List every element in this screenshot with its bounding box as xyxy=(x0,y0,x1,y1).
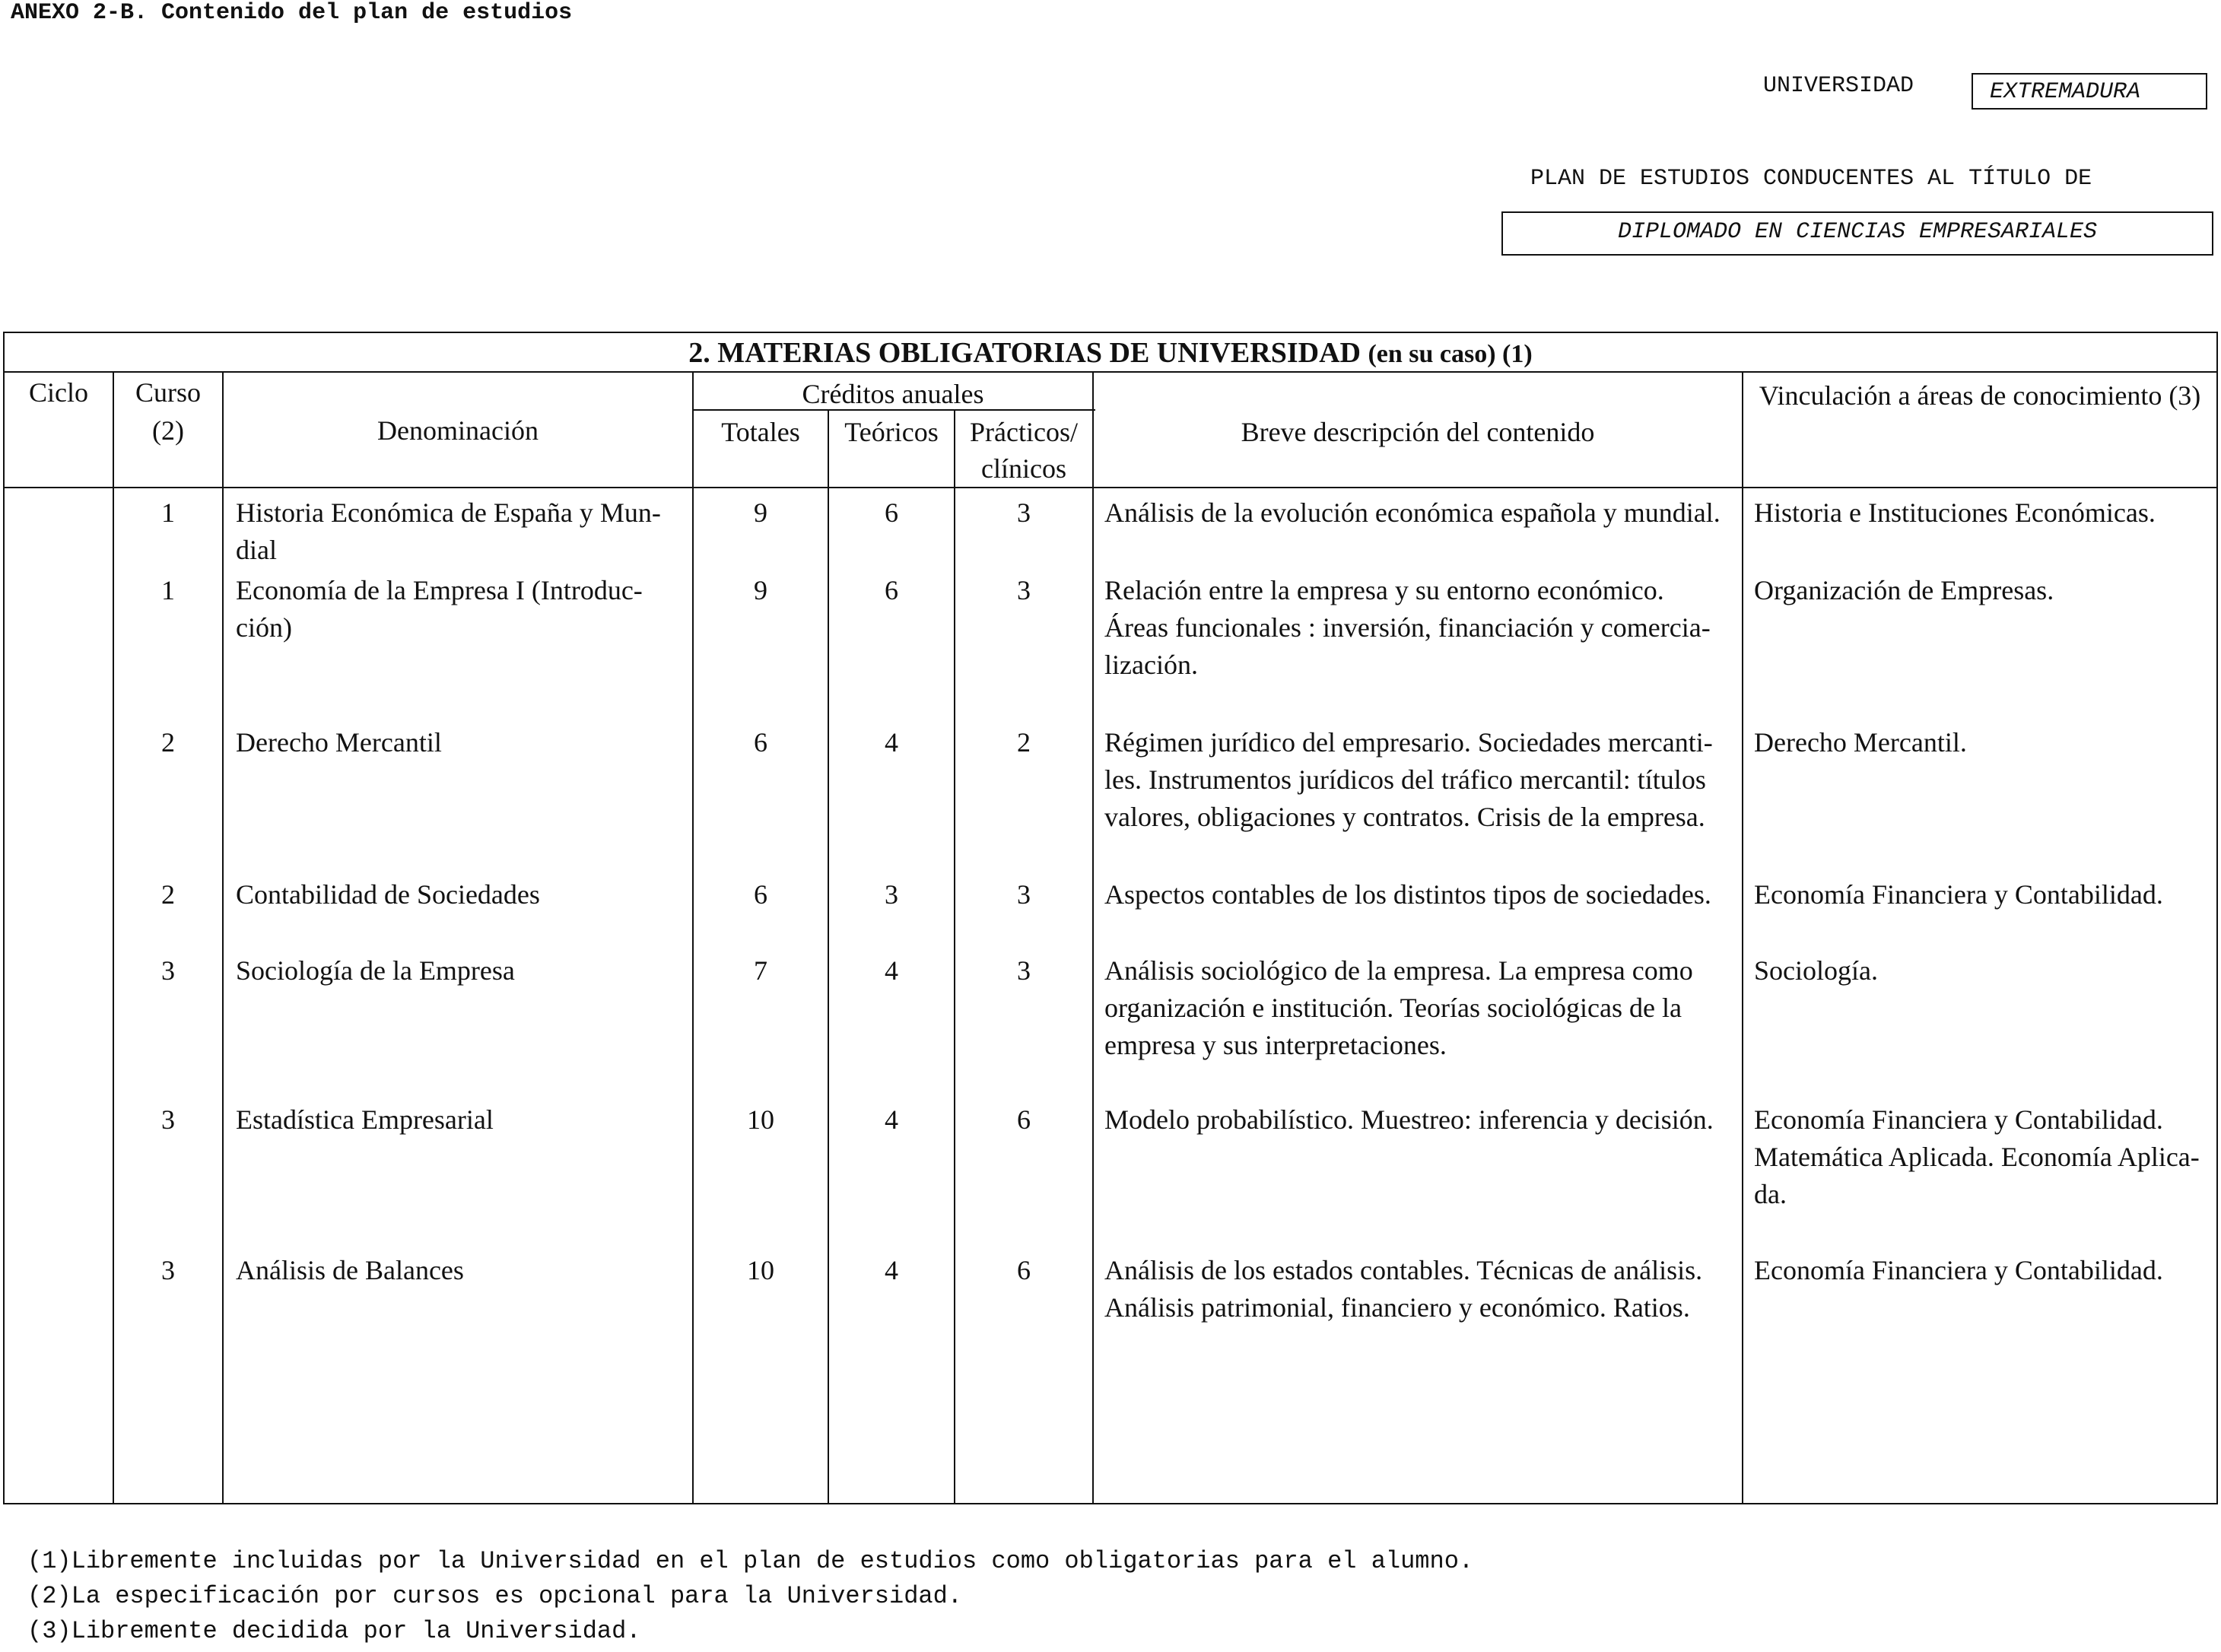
footnote-2: (2)La especificación por cursos es opcional para la Universidad. xyxy=(27,1582,962,1610)
cell-curso: 2 xyxy=(161,879,175,910)
cell-teoricos: 3 xyxy=(885,879,898,910)
cell-vinculacion: Sociología. xyxy=(1754,955,1878,986)
cell-totales: 10 xyxy=(747,1104,774,1135)
subjects-table xyxy=(3,332,2218,1504)
cell-vinculacion: Economía Financiera y Contabilidad. xyxy=(1754,1104,2163,1135)
column-divider xyxy=(1092,371,1094,1503)
cell-vinculacion: Economía Financiera y Contabilidad. xyxy=(1754,879,2163,910)
cell-descripcion: empresa y sus interpretaciones. xyxy=(1104,1030,1447,1060)
cell-denominacion: Contabilidad de Sociedades xyxy=(236,879,540,910)
cell-curso: 3 xyxy=(161,955,175,986)
cell-totales: 7 xyxy=(754,955,767,986)
cell-practicos: 6 xyxy=(1017,1104,1031,1135)
cell-curso: 1 xyxy=(161,497,175,528)
cell-vinculacion: Derecho Mercantil. xyxy=(1754,727,1967,758)
cell-totales: 9 xyxy=(754,497,767,528)
footnote-1: (1)Libremente incluidas por la Universidad en el plan de estudios como obligatorias para el alumno. xyxy=(27,1547,1474,1575)
cell-denominacion: Análisis de Balances xyxy=(236,1255,464,1285)
annex-title: ANEXO 2-B. Contenido del plan de estudios xyxy=(11,0,573,26)
cell-totales: 10 xyxy=(747,1255,774,1285)
cell-curso: 3 xyxy=(161,1104,175,1135)
cell-curso: 1 xyxy=(161,575,175,605)
cell-curso: 2 xyxy=(161,727,175,758)
cell-descripcion: Análisis de los estados contables. Técnicas de análisis. xyxy=(1104,1255,1703,1285)
cell-vinculacion: Historia e Instituciones Económicas. xyxy=(1754,497,2156,528)
cell-denominacion: Derecho Mercantil xyxy=(236,727,442,758)
header-ciclo: Ciclo xyxy=(29,377,88,408)
cell-practicos: 6 xyxy=(1017,1255,1031,1285)
header-curso: Curso xyxy=(135,377,201,408)
cell-descripcion: Áreas funcionales : inversión, financiación y comercia- xyxy=(1104,612,1711,643)
header-practicos: Prácticos/ xyxy=(970,417,1078,447)
cell-vinculacion: Matemática Aplicada. Economía Aplica- xyxy=(1754,1142,2200,1172)
cell-descripcion: Análisis sociológico de la empresa. La empresa como xyxy=(1104,955,1693,986)
plan-label: PLAN DE ESTUDIOS CONDUCENTES AL TÍTULO DE xyxy=(1530,166,2092,192)
table-title xyxy=(5,335,2216,373)
header-creditos-anuales: Créditos anuales xyxy=(802,379,984,409)
cell-vinculacion: Economía Financiera y Contabilidad. xyxy=(1754,1255,2163,1285)
cell-practicos: 3 xyxy=(1017,955,1031,986)
degree-title-field: DIPLOMADO EN CIENCIAS EMPRESARIALES xyxy=(1501,211,2213,256)
header-totales: Totales xyxy=(721,417,800,447)
cell-teoricos: 6 xyxy=(885,497,898,528)
cell-denominacion: Sociología de la Empresa xyxy=(236,955,515,986)
cell-practicos: 3 xyxy=(1017,497,1031,528)
cell-practicos: 2 xyxy=(1017,727,1031,758)
cell-vinculacion: Organización de Empresas. xyxy=(1754,575,2054,605)
header-clinicos: clínicos xyxy=(981,453,1066,484)
cell-descripcion: Análisis de la evolución económica española y mundial. xyxy=(1104,497,1721,528)
cell-descripcion: Análisis patrimonial, financiero y económico. Ratios. xyxy=(1104,1292,1690,1323)
cell-denominacion: dial xyxy=(236,535,277,565)
cell-vinculacion: da. xyxy=(1754,1179,1787,1209)
cell-denominacion: ción) xyxy=(236,612,292,643)
footnote-3: (3)Libremente decidida por la Universidad. xyxy=(27,1617,641,1645)
cell-totales: 6 xyxy=(754,727,767,758)
cell-descripcion: valores, obligaciones y contratos. Crisis de la empresa. xyxy=(1104,802,1705,832)
cell-descripcion: Aspectos contables de los distintos tipos de sociedades. xyxy=(1104,879,1711,910)
cell-denominacion: Estadística Empresarial xyxy=(236,1104,494,1135)
header-curso-note: (2) xyxy=(152,415,184,446)
cell-teoricos: 6 xyxy=(885,575,898,605)
cell-teoricos: 4 xyxy=(885,727,898,758)
column-divider xyxy=(1742,371,1743,1503)
header-vinculacion: Vinculación a áreas de conocimiento (3) xyxy=(1759,380,2201,411)
header-bottom-divider xyxy=(5,487,2216,488)
cell-practicos: 3 xyxy=(1017,879,1031,910)
cell-descripcion: organización e institución. Teorías sociológicas de la xyxy=(1104,993,1682,1023)
cell-curso: 3 xyxy=(161,1255,175,1285)
cell-practicos: 3 xyxy=(1017,575,1031,605)
cell-teoricos: 4 xyxy=(885,955,898,986)
cell-descripcion: Régimen jurídico del empresario. Sociedades mercanti- xyxy=(1104,727,1713,758)
column-divider xyxy=(222,371,224,1503)
cell-descripcion: lización. xyxy=(1104,650,1198,680)
cell-descripcion: les. Instrumentos jurídicos del tráfico mercantil: títulos xyxy=(1104,764,1706,795)
table-title-main: 2. MATERIAS OBLIGATORIAS DE UNIVERSIDAD xyxy=(688,337,1361,369)
cell-descripcion: Modelo probabilístico. Muestreo: inferencia y decisión. xyxy=(1104,1104,1714,1135)
cell-teoricos: 4 xyxy=(885,1255,898,1285)
cell-teoricos: 4 xyxy=(885,1104,898,1135)
cell-descripcion: Relación entre la empresa y su entorno económico. xyxy=(1104,575,1664,605)
cell-totales: 9 xyxy=(754,575,767,605)
university-label: UNIVERSIDAD xyxy=(1763,73,1914,99)
cell-denominacion: Economía de la Empresa I (Introduc- xyxy=(236,575,643,605)
column-divider xyxy=(692,371,694,1503)
university-field: EXTREMADURA xyxy=(1972,73,2207,110)
table-title-suffix: (en su caso) (1) xyxy=(1368,340,1533,368)
header-descripcion: Breve descripción del contenido xyxy=(1241,417,1595,447)
cell-totales: 6 xyxy=(754,879,767,910)
cell-denominacion: Historia Económica de España y Mun- xyxy=(236,497,661,528)
header-denominacion: Denominación xyxy=(377,415,539,446)
header-teoricos: Teóricos xyxy=(844,417,939,447)
column-divider xyxy=(113,371,114,1503)
